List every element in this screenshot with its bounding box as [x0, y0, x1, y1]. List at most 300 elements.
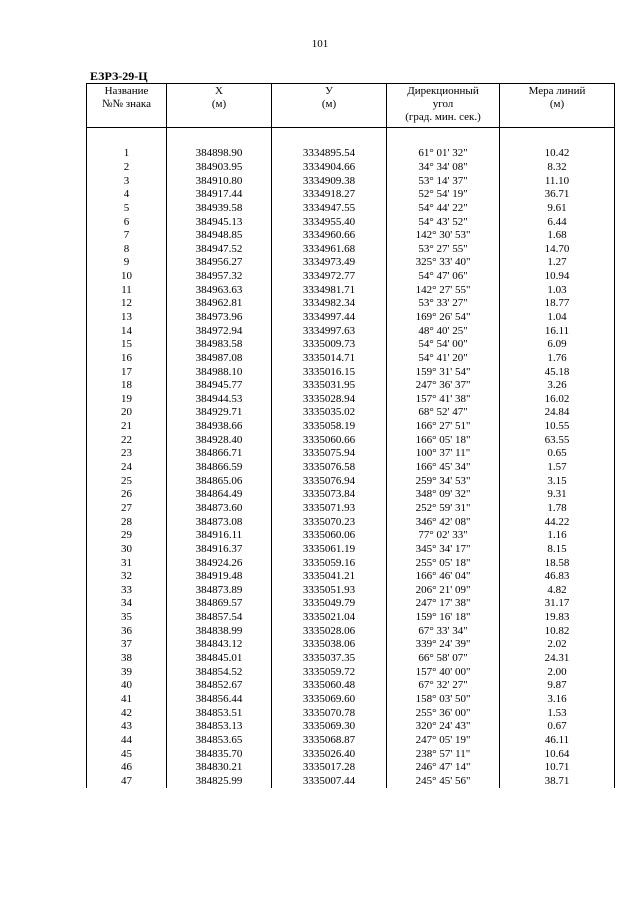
cell-length: 4.82	[500, 584, 615, 598]
cell-x: 384854.52	[167, 665, 272, 679]
cell-x: 384869.57	[167, 597, 272, 611]
cell-y: 3334982.34	[272, 297, 387, 311]
table-row	[87, 256, 615, 270]
cell-sign-number: 5	[87, 202, 167, 216]
cell-sign-number: 34	[87, 597, 167, 611]
coordinates-table	[86, 83, 615, 788]
cell-length: 1.68	[500, 229, 615, 243]
table-row	[87, 311, 615, 325]
cell-sign-number: 35	[87, 611, 167, 625]
cell-y: 3334918.27	[272, 188, 387, 202]
cell-length: 0.67	[500, 720, 615, 734]
cell-x: 384873.60	[167, 502, 272, 516]
table-row	[87, 406, 615, 420]
table-header	[87, 84, 615, 128]
section-code: ЕЗРЗ-29-Ц	[90, 69, 148, 83]
header-line: Название	[104, 85, 149, 97]
cell-length: 19.83	[500, 611, 615, 625]
header-line: №№ знака	[102, 98, 151, 110]
cell-y: 3335009.73	[272, 338, 387, 352]
cell-bearing: 157° 40' 00"	[387, 665, 500, 679]
cell-length: 14.70	[500, 242, 615, 256]
cell-sign-number: 18	[87, 379, 167, 393]
cell-x: 384910.80	[167, 174, 272, 188]
cell-length: 31.17	[500, 597, 615, 611]
cell-x: 384853.51	[167, 706, 272, 720]
cell-y: 3335031.95	[272, 379, 387, 393]
cell-sign-number: 24	[87, 461, 167, 475]
cell-bearing: 100° 37' 11"	[387, 447, 500, 461]
cell-x: 384987.08	[167, 352, 272, 366]
cell-sign-number: 42	[87, 706, 167, 720]
cell-bearing: 238° 57' 11"	[387, 747, 500, 761]
cell-sign-number: 16	[87, 352, 167, 366]
table-row	[87, 624, 615, 638]
cell-sign-number: 23	[87, 447, 167, 461]
table-row	[87, 543, 615, 557]
table-row	[87, 693, 615, 707]
cell-sign-number: 22	[87, 433, 167, 447]
cell-y: 3335035.02	[272, 406, 387, 420]
cell-length: 45.18	[500, 365, 615, 379]
cell-y: 3335070.23	[272, 515, 387, 529]
table-row	[87, 734, 615, 748]
header-y	[272, 84, 387, 128]
cell-length: 8.32	[500, 161, 615, 175]
table-row	[87, 761, 615, 775]
table-row	[87, 720, 615, 734]
cell-bearing: 53° 33' 27"	[387, 297, 500, 311]
table-row	[87, 529, 615, 543]
cell-x: 384944.53	[167, 393, 272, 407]
cell-bearing: 54° 47' 06"	[387, 270, 500, 284]
cell-sign-number: 3	[87, 174, 167, 188]
cell-x: 384957.32	[167, 270, 272, 284]
cell-sign-number: 37	[87, 638, 167, 652]
cell-length: 2.00	[500, 665, 615, 679]
cell-bearing: 53° 14' 37"	[387, 174, 500, 188]
table-row	[87, 706, 615, 720]
cell-length: 3.15	[500, 474, 615, 488]
cell-y: 3334947.55	[272, 202, 387, 216]
cell-length: 10.55	[500, 420, 615, 434]
cell-y: 3335076.94	[272, 474, 387, 488]
table-row	[87, 433, 615, 447]
cell-length: 18.58	[500, 556, 615, 570]
cell-bearing: 166° 27' 51"	[387, 420, 500, 434]
cell-length: 9.31	[500, 488, 615, 502]
cell-sign-number: 41	[87, 693, 167, 707]
cell-y: 3335017.28	[272, 761, 387, 775]
cell-x: 384947.52	[167, 242, 272, 256]
table-row	[87, 147, 615, 161]
cell-sign-number: 40	[87, 679, 167, 693]
cell-sign-number: 14	[87, 324, 167, 338]
cell-sign-number: 17	[87, 365, 167, 379]
table-row	[87, 242, 615, 256]
cell-bearing: 142° 30' 53"	[387, 229, 500, 243]
cell-length: 1.57	[500, 461, 615, 475]
cell-length: 0.65	[500, 447, 615, 461]
table-row	[87, 393, 615, 407]
cell-sign-number: 46	[87, 761, 167, 775]
header-line: Мера линий	[528, 85, 586, 97]
table-row	[87, 515, 615, 529]
cell-bearing: 77° 02' 33"	[387, 529, 500, 543]
table-row	[87, 474, 615, 488]
cell-length: 9.61	[500, 202, 615, 216]
cell-bearing: 61° 01' 32"	[387, 147, 500, 161]
cell-sign-number: 11	[87, 283, 167, 297]
cell-y: 3335059.16	[272, 556, 387, 570]
table-row	[87, 488, 615, 502]
table-row	[87, 584, 615, 598]
header-line: (м)	[549, 98, 565, 110]
cell-length: 9.87	[500, 679, 615, 693]
cell-x: 384853.65	[167, 734, 272, 748]
cell-length: 1.78	[500, 502, 615, 516]
table-body	[87, 128, 615, 789]
cell-x: 384835.70	[167, 747, 272, 761]
cell-sign-number: 39	[87, 665, 167, 679]
cell-y: 3335075.94	[272, 447, 387, 461]
cell-x: 384983.58	[167, 338, 272, 352]
cell-length: 46.11	[500, 734, 615, 748]
cell-bearing: 54° 54' 00"	[387, 338, 500, 352]
cell-bearing: 52° 54' 19"	[387, 188, 500, 202]
cell-x: 384945.13	[167, 215, 272, 229]
cell-sign-number: 21	[87, 420, 167, 434]
cell-sign-number: 13	[87, 311, 167, 325]
cell-bearing: 67° 33' 34"	[387, 624, 500, 638]
cell-y: 3335028.06	[272, 624, 387, 638]
cell-y: 3335059.72	[272, 665, 387, 679]
header-line: (град. мин. сек.)	[405, 111, 481, 123]
cell-y: 3334997.44	[272, 311, 387, 325]
cell-y: 3335073.84	[272, 488, 387, 502]
cell-x: 384939.58	[167, 202, 272, 216]
cell-bearing: 54° 44' 22"	[387, 202, 500, 216]
cell-bearing: 246° 47' 14"	[387, 761, 500, 775]
cell-y: 3335060.66	[272, 433, 387, 447]
cell-x: 384838.99	[167, 624, 272, 638]
cell-y: 3335076.58	[272, 461, 387, 475]
cell-bearing: 255° 36' 00"	[387, 706, 500, 720]
header-sign-name	[87, 84, 167, 128]
cell-bearing: 142° 27' 55"	[387, 283, 500, 297]
cell-length: 1.04	[500, 311, 615, 325]
cell-x: 384864.49	[167, 488, 272, 502]
cell-length: 10.71	[500, 761, 615, 775]
table-row	[87, 365, 615, 379]
cell-sign-number: 45	[87, 747, 167, 761]
table-row	[87, 747, 615, 761]
cell-bearing: 67° 32' 27"	[387, 679, 500, 693]
header-row	[87, 84, 615, 128]
cell-x: 384956.27	[167, 256, 272, 270]
cell-sign-number: 15	[87, 338, 167, 352]
cell-y: 3335069.60	[272, 693, 387, 707]
cell-bearing: 166° 46' 04"	[387, 570, 500, 584]
cell-x: 384962.81	[167, 297, 272, 311]
cell-bearing: 53° 27' 55"	[387, 242, 500, 256]
cell-sign-number: 30	[87, 543, 167, 557]
cell-y: 3335070.78	[272, 706, 387, 720]
cell-length: 10.82	[500, 624, 615, 638]
cell-bearing: 345° 34' 17"	[387, 543, 500, 557]
cell-sign-number: 12	[87, 297, 167, 311]
cell-y: 3335060.06	[272, 529, 387, 543]
cell-x: 384973.96	[167, 311, 272, 325]
header-line: (м)	[211, 98, 227, 110]
table-row	[87, 270, 615, 284]
cell-length: 38.71	[500, 774, 615, 788]
cell-bearing: 255° 05' 18"	[387, 556, 500, 570]
cell-x: 384916.11	[167, 529, 272, 543]
cell-bearing: 157° 41' 38"	[387, 393, 500, 407]
cell-sign-number: 47	[87, 774, 167, 788]
cell-y: 3335038.06	[272, 638, 387, 652]
cell-length: 3.26	[500, 379, 615, 393]
cell-y: 3334961.68	[272, 242, 387, 256]
cell-sign-number: 10	[87, 270, 167, 284]
cell-length: 1.27	[500, 256, 615, 270]
cell-x: 384873.89	[167, 584, 272, 598]
cell-bearing: 68° 52' 47"	[387, 406, 500, 420]
table-row	[87, 297, 615, 311]
cell-y: 3335037.35	[272, 652, 387, 666]
cell-x: 384866.71	[167, 447, 272, 461]
cell-sign-number: 44	[87, 734, 167, 748]
table-row	[87, 461, 615, 475]
cell-x: 384852.67	[167, 679, 272, 693]
cell-y: 3334960.66	[272, 229, 387, 243]
cell-sign-number: 4	[87, 188, 167, 202]
cell-bearing: 247° 36' 37"	[387, 379, 500, 393]
cell-y: 3334955.40	[272, 215, 387, 229]
cell-y: 3335049.79	[272, 597, 387, 611]
cell-length: 1.16	[500, 529, 615, 543]
cell-sign-number: 2	[87, 161, 167, 175]
cell-sign-number: 43	[87, 720, 167, 734]
cell-y: 3335028.94	[272, 393, 387, 407]
cell-sign-number: 25	[87, 474, 167, 488]
cell-bearing: 166° 05' 18"	[387, 433, 500, 447]
cell-length: 1.03	[500, 283, 615, 297]
cell-bearing: 169° 26' 54"	[387, 311, 500, 325]
cell-bearing: 348° 09' 32"	[387, 488, 500, 502]
cell-bearing: 252° 59' 31"	[387, 502, 500, 516]
table-row	[87, 502, 615, 516]
cell-y: 3334973.49	[272, 256, 387, 270]
cell-length: 46.83	[500, 570, 615, 584]
table-row	[87, 188, 615, 202]
header-line: угол	[432, 98, 454, 110]
cell-bearing: 54° 43' 52"	[387, 215, 500, 229]
cell-length: 16.11	[500, 324, 615, 338]
table-row	[87, 283, 615, 297]
cell-bearing: 166° 45' 34"	[387, 461, 500, 475]
cell-y: 3335016.15	[272, 365, 387, 379]
cell-y: 3334997.63	[272, 324, 387, 338]
cell-sign-number: 1	[87, 147, 167, 161]
cell-sign-number: 27	[87, 502, 167, 516]
cell-x: 384988.10	[167, 365, 272, 379]
cell-x: 384963.63	[167, 283, 272, 297]
table-row	[87, 324, 615, 338]
cell-sign-number: 26	[87, 488, 167, 502]
cell-sign-number: 20	[87, 406, 167, 420]
cell-y: 3335021.04	[272, 611, 387, 625]
header-line: Дирекционный	[407, 85, 479, 97]
cell-length: 63.55	[500, 433, 615, 447]
cell-bearing: 66° 58' 07"	[387, 652, 500, 666]
cell-bearing: 245° 45' 56"	[387, 774, 500, 788]
cell-x: 384865.06	[167, 474, 272, 488]
cell-x: 384972.94	[167, 324, 272, 338]
cell-y: 3335061.19	[272, 543, 387, 557]
table-row	[87, 665, 615, 679]
header-line: Х	[215, 85, 223, 97]
cell-sign-number: 33	[87, 584, 167, 598]
cell-length: 36.71	[500, 188, 615, 202]
cell-x: 384948.85	[167, 229, 272, 243]
cell-length: 44.22	[500, 515, 615, 529]
cell-y: 3335068.87	[272, 734, 387, 748]
table-row	[87, 338, 615, 352]
header-x	[167, 84, 272, 128]
cell-length: 3.16	[500, 693, 615, 707]
cell-length: 2.02	[500, 638, 615, 652]
cell-bearing: 339° 24' 39"	[387, 638, 500, 652]
table-row	[87, 638, 615, 652]
header-line: У	[325, 85, 333, 97]
cell-sign-number: 9	[87, 256, 167, 270]
table-row	[87, 174, 615, 188]
cell-length: 6.44	[500, 215, 615, 229]
cell-bearing: 247° 05' 19"	[387, 734, 500, 748]
table-row	[87, 215, 615, 229]
cell-length: 18.77	[500, 297, 615, 311]
cell-length: 6.09	[500, 338, 615, 352]
cell-x: 384945.77	[167, 379, 272, 393]
cell-bearing: 325° 33' 40"	[387, 256, 500, 270]
table-row	[87, 774, 615, 788]
cell-sign-number: 19	[87, 393, 167, 407]
cell-x: 384853.13	[167, 720, 272, 734]
cell-y: 3334895.54	[272, 147, 387, 161]
cell-sign-number: 28	[87, 515, 167, 529]
cell-sign-number: 8	[87, 242, 167, 256]
table-row	[87, 229, 615, 243]
cell-x: 384938.66	[167, 420, 272, 434]
cell-y: 3335014.71	[272, 352, 387, 366]
spacer-row	[87, 128, 615, 148]
cell-x: 384919.48	[167, 570, 272, 584]
cell-x: 384830.21	[167, 761, 272, 775]
cell-bearing: 159° 16' 18"	[387, 611, 500, 625]
cell-y: 3335071.93	[272, 502, 387, 516]
table-row	[87, 202, 615, 216]
table-row	[87, 570, 615, 584]
cell-x: 384898.90	[167, 147, 272, 161]
cell-x: 384845.01	[167, 652, 272, 666]
cell-y: 3335060.48	[272, 679, 387, 693]
table-row	[87, 679, 615, 693]
cell-bearing: 346° 42' 08"	[387, 515, 500, 529]
cell-length: 10.94	[500, 270, 615, 284]
cell-bearing: 34° 34' 08"	[387, 161, 500, 175]
cell-length: 10.64	[500, 747, 615, 761]
page-number: 101	[311, 38, 329, 50]
cell-sign-number: 32	[87, 570, 167, 584]
cell-y: 3335007.44	[272, 774, 387, 788]
cell-length: 24.84	[500, 406, 615, 420]
cell-y: 3334909.38	[272, 174, 387, 188]
cell-length: 16.02	[500, 393, 615, 407]
cell-bearing: 206° 21' 09"	[387, 584, 500, 598]
cell-bearing: 259° 34' 53"	[387, 474, 500, 488]
cell-length: 1.53	[500, 706, 615, 720]
cell-y: 3335069.30	[272, 720, 387, 734]
header-bearing	[387, 84, 500, 128]
cell-sign-number: 29	[87, 529, 167, 543]
cell-y: 3334981.71	[272, 283, 387, 297]
table-row	[87, 161, 615, 175]
cell-x: 384866.59	[167, 461, 272, 475]
header-length	[500, 84, 615, 128]
cell-length: 1.76	[500, 352, 615, 366]
cell-x: 384825.99	[167, 774, 272, 788]
cell-x: 384903.95	[167, 161, 272, 175]
cell-x: 384916.37	[167, 543, 272, 557]
table-row	[87, 420, 615, 434]
cell-x: 384924.26	[167, 556, 272, 570]
cell-length: 8.15	[500, 543, 615, 557]
cell-sign-number: 31	[87, 556, 167, 570]
cell-sign-number: 36	[87, 624, 167, 638]
cell-bearing: 320° 24' 43"	[387, 720, 500, 734]
cell-y: 3334904.66	[272, 161, 387, 175]
table-row	[87, 611, 615, 625]
cell-x: 384843.12	[167, 638, 272, 652]
cell-y: 3334972.77	[272, 270, 387, 284]
cell-bearing: 247° 17' 38"	[387, 597, 500, 611]
cell-length: 10.42	[500, 147, 615, 161]
cell-x: 384873.08	[167, 515, 272, 529]
cell-y: 3335051.93	[272, 584, 387, 598]
cell-y: 3335041.21	[272, 570, 387, 584]
cell-bearing: 48° 40' 25"	[387, 324, 500, 338]
cell-bearing: 158° 03' 50"	[387, 693, 500, 707]
cell-y: 3335026.40	[272, 747, 387, 761]
table-row	[87, 352, 615, 366]
table-row	[87, 379, 615, 393]
table-row	[87, 447, 615, 461]
cell-sign-number: 6	[87, 215, 167, 229]
header-line: (м)	[321, 98, 337, 110]
cell-bearing: 159° 31' 54"	[387, 365, 500, 379]
cell-x: 384917.44	[167, 188, 272, 202]
cell-sign-number: 38	[87, 652, 167, 666]
cell-x: 384857.54	[167, 611, 272, 625]
cell-x: 384856.44	[167, 693, 272, 707]
cell-sign-number: 7	[87, 229, 167, 243]
table-row	[87, 556, 615, 570]
table-row	[87, 652, 615, 666]
cell-length: 24.31	[500, 652, 615, 666]
cell-bearing: 54° 41' 20"	[387, 352, 500, 366]
